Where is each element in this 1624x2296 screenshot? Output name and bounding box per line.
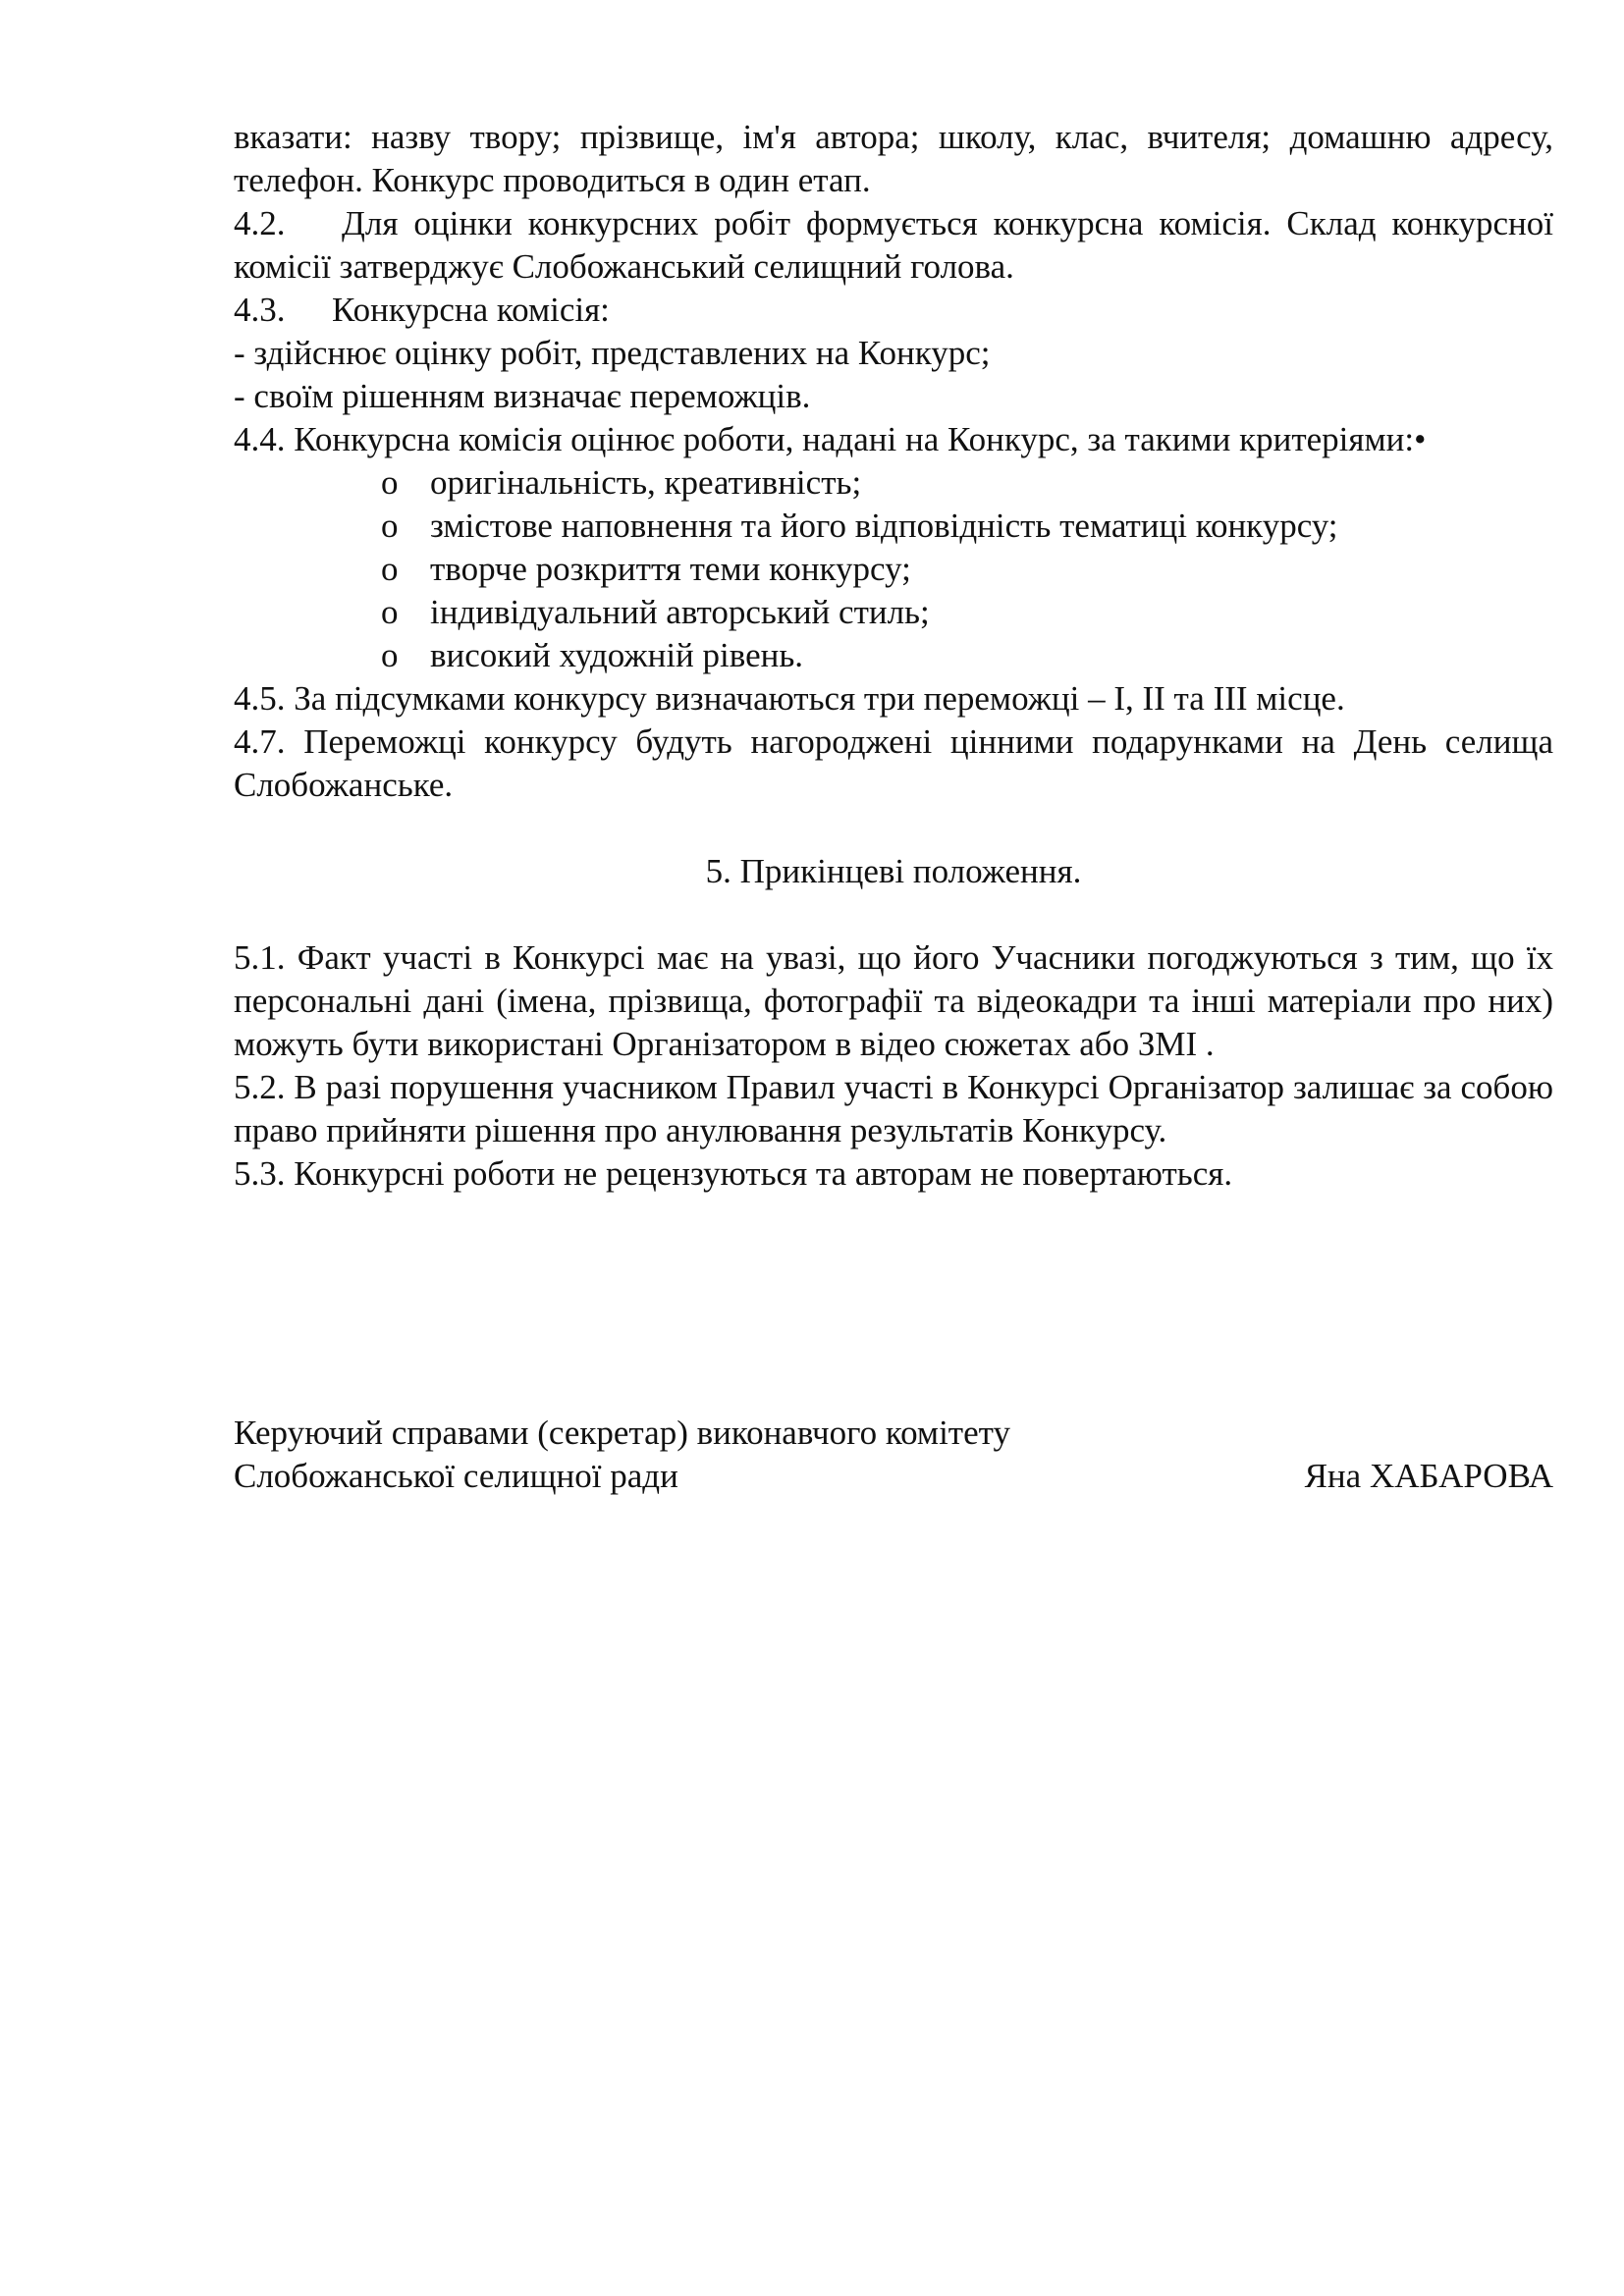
clause-4-2-text: Для оцінки конкурсних робіт формується конкурсна комісія. Склад конкурсної комісії затверджує Слобожанський селищний голова. (234, 204, 1553, 286)
clause-4-2 (234, 202, 1553, 289)
circle-bullet-icon: o (381, 636, 399, 674)
clause-5-1: 5.1. Факт участі в Конкурсі має на увазі, що його Учасники погоджуються з тим, що їх персональні дані (імена, прізвища, фотографії та відеокадри та інші матеріали про них) можуть бути використані Організатором в відео сюжетах або ЗМІ . (234, 938, 1553, 1063)
criteria-item (234, 505, 1553, 548)
commission-duty-1: - здійснює оцінку робіт, представлених на Конкурс; (234, 334, 991, 372)
circle-bullet-icon: o (381, 550, 399, 588)
clause-4-3 (234, 289, 1553, 332)
clause-4-5: 4.5. За підсумками конкурсу визначаються три переможці – І, ІІ та ІІІ місце. (234, 679, 1345, 718)
signer-name: Яна ХАБАРОВА (1304, 1457, 1553, 1495)
signer-position-line-1: Керуючий справами (секретар) виконавчого комітету (234, 1414, 1010, 1452)
circle-bullet-icon: o (381, 463, 399, 502)
circle-bullet-icon: o (381, 507, 399, 545)
criteria-item-text: змістове наповнення та його відповідність тематиці конкурсу; (430, 507, 1338, 545)
signature-row (234, 1455, 1553, 1498)
signer-position-line-2: Слобожанської селищної ради (234, 1457, 678, 1495)
intro-paragraph: вказати: назву твору; прізвище, ім'я автора; школу, клас, вчителя; домашню адресу, телефон. Конкурс проводиться в один етап. (234, 118, 1553, 199)
criteria-item-text: оригінальність, креативність; (430, 463, 862, 502)
clause-5-2: 5.2. В разі порушення учасником Правил участі в Конкурсі Організатор залишає за собою право прийняти рішення про анулювання результатів Конкурсу. (234, 1068, 1553, 1149)
document-page (234, 116, 1553, 1498)
criteria-item (234, 591, 1553, 634)
signature-block (234, 1412, 1553, 1498)
criteria-item (234, 461, 1553, 505)
clause-5-3: 5.3. Конкурсні роботи не рецензуються та авторам не повертаються. (234, 1154, 1233, 1193)
criteria-item-text: творче розкриття теми конкурсу; (430, 550, 911, 588)
criteria-list (234, 461, 1553, 677)
clause-4-3-number: 4.3. (234, 291, 286, 329)
criteria-item (234, 634, 1553, 677)
criteria-item-text: високий художній рівень. (430, 636, 804, 674)
clause-4-2-number: 4.2. (234, 204, 286, 242)
clause-4-7: 4.7. Переможці конкурсу будуть нагороджені цінними подарунками на День селища Слобожанське. (234, 722, 1553, 804)
clause-4-4: 4.4. Конкурсна комісія оцінює роботи, надані на Конкурс, за такими критеріями:• (234, 420, 1427, 458)
commission-duty-2: - своїм рішенням визначає переможців. (234, 377, 811, 415)
circle-bullet-icon: o (381, 593, 399, 631)
clause-4-3-text: Конкурсна комісія: (332, 291, 610, 329)
section-5-heading: 5. Прикінцеві положення. (705, 852, 1082, 890)
criteria-item-text: індивідуальний авторський стиль; (430, 593, 930, 631)
spacer (234, 1196, 1553, 1412)
criteria-item (234, 548, 1553, 591)
